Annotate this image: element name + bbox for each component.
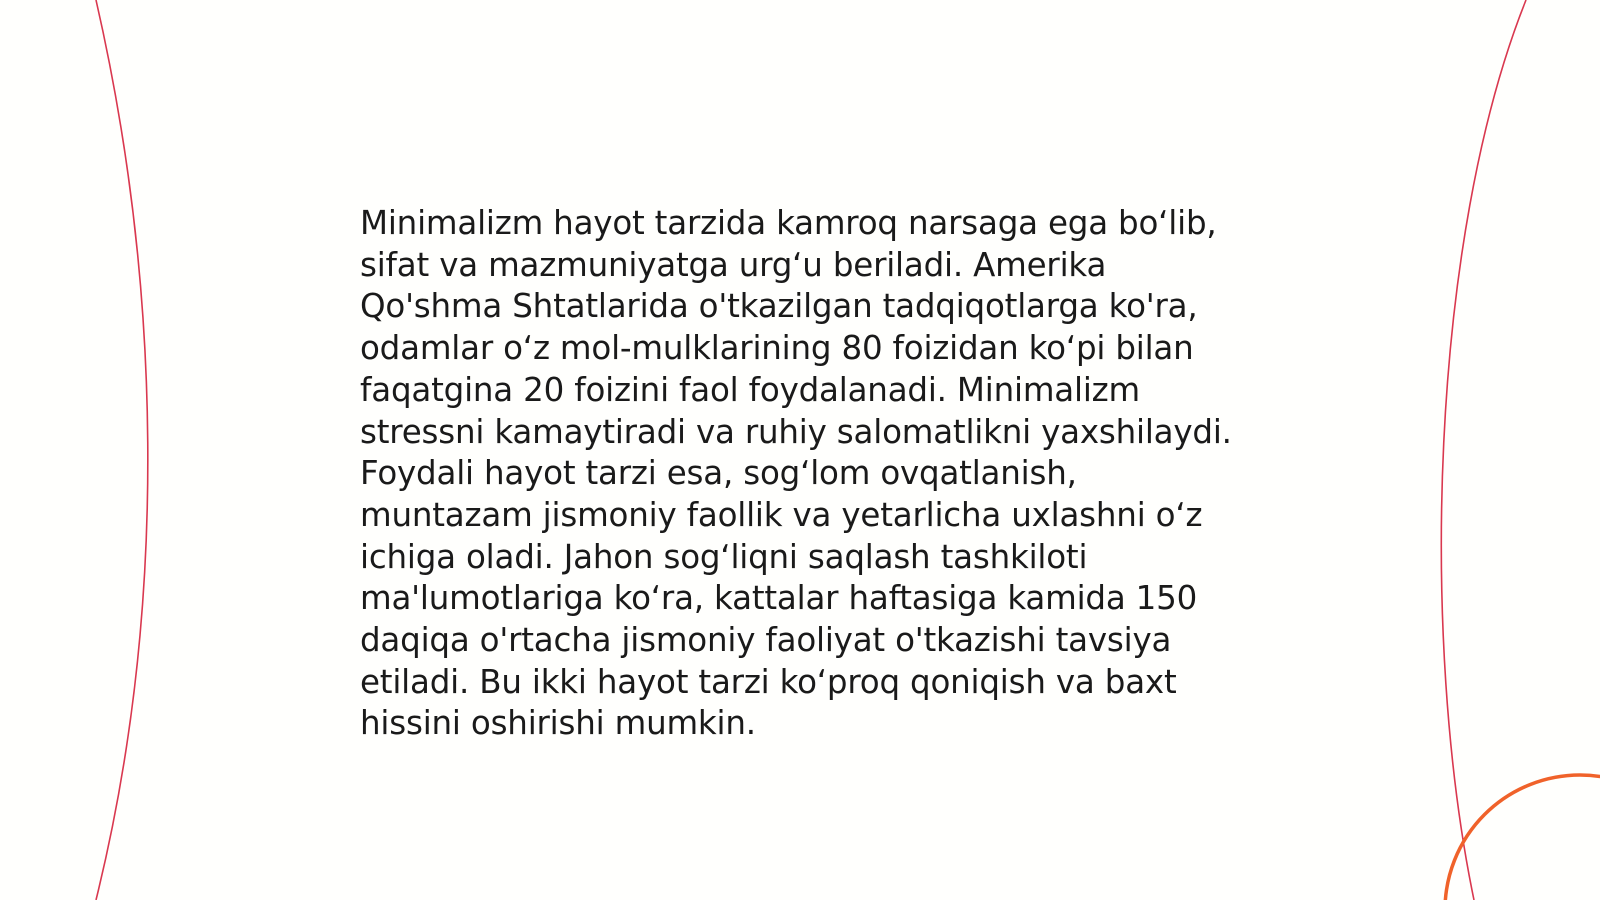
right-curve-line xyxy=(1441,0,1526,900)
left-curve-line xyxy=(96,0,148,900)
body-text: Minimalizm hayot tarzida kamroq narsaga ega bo‘lib, sifat va mazmuniyatga urg‘u beriladi. Amerika Qo'shma Shtatlarida o'tkazilgan tadqiqotlarga ko'ra, odamlar o‘z mol-mulklarining 80 foizidan ko‘pi bilan faqatgina 20 foizini faol foydalanadi. Minimalizm stressni kamaytiradi va ruhiy salomatlikni yaxshilaydi. Foydali hayot tarzi esa, sog‘lom ovqatlanish, muntazam jismoniy faollik va yetarlicha uxlashni o‘z ichiga oladi. Jahon sog‘liqni saqlash tashkiloti ma'lumotlariga ko‘ra, kattalar haftasiga kamida 150 daqiqa o'rtacha jismoniy faoliyat o'tkazishi tavsiya etiladi. Bu ikki hayot tarzi ko‘proq qoniqish va baxt hissini oshirishi mumkin. xyxy=(360,204,1232,743)
orange-arc xyxy=(1445,775,1600,900)
